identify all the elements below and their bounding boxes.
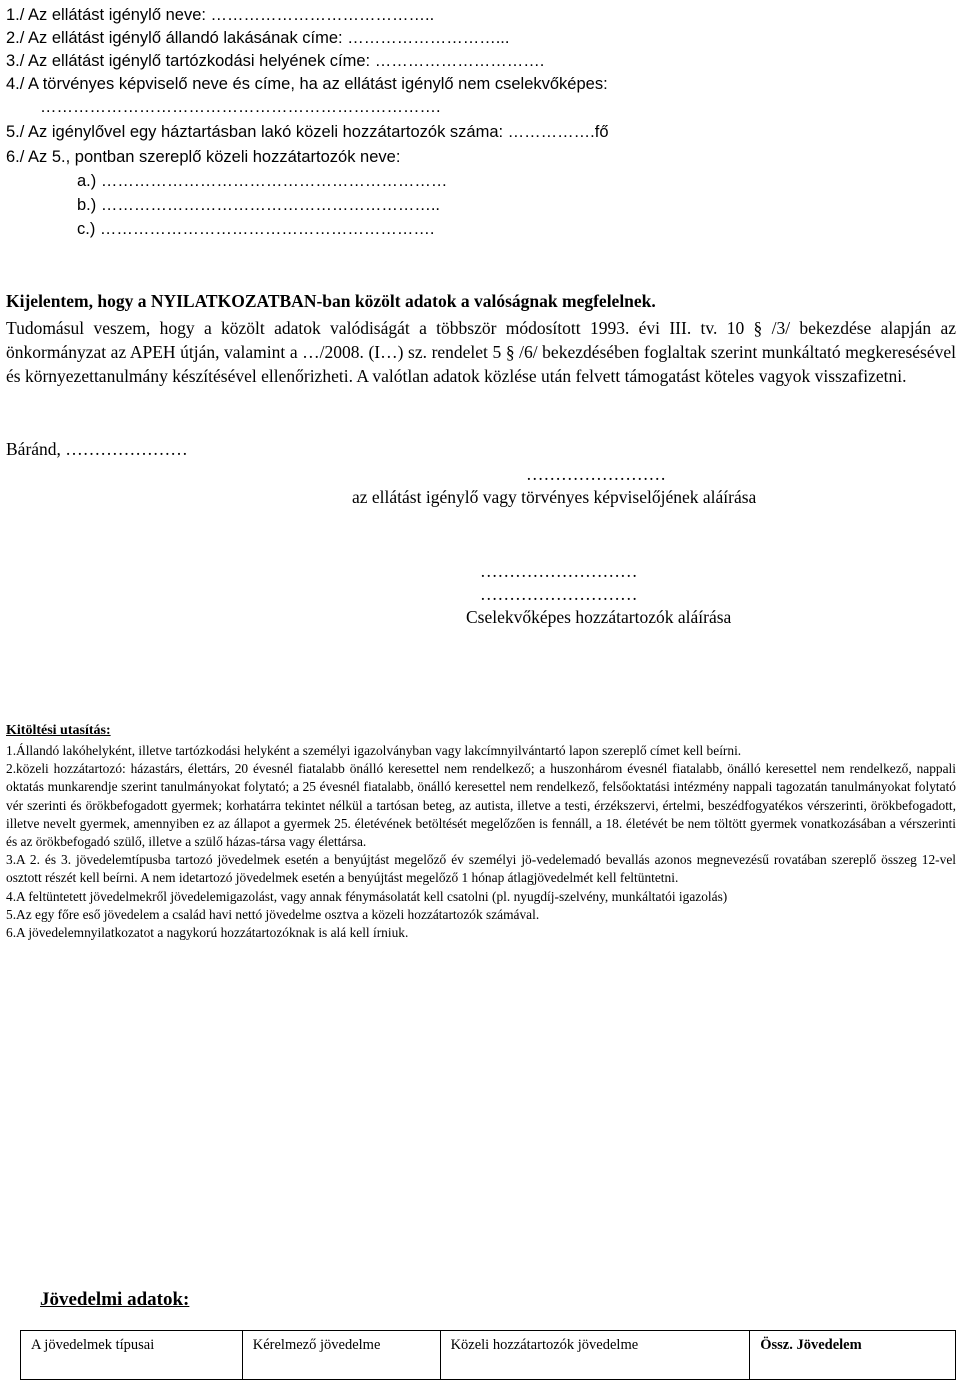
income-section-title: Jövedelmi adatok: bbox=[40, 1289, 190, 1310]
applicant-signature-line: …………………… bbox=[526, 464, 666, 484]
question-1: 1./ Az ellátást igénylő neve: ………………………………….. bbox=[6, 6, 435, 24]
instruction-item-4: 4.A feltüntetett jövedelmekről jövedelemigazolást, vagy annak fénymásolatát kell csatolni (pl. nyugdíj-szelvény, munkáltatói igazolás) bbox=[6, 888, 728, 904]
place-date: Báránd, ………………… bbox=[6, 439, 188, 459]
question-2: 2./ Az ellátást igénylő állandó lakásának címe: ………………………... bbox=[6, 29, 510, 47]
instruction-item-2: 2.közeli hozzátartozó: házastárs, élettárs, 20 évesnél fiatalabb önálló keresettel nem rendelkező; a huszonhárom évesnél fiatalabb, önálló keresettel nem rendelkező, nappali oktatás munkarendje szerint tanulmányokat folytató; a 25 évesnél fiatalabb, önálló keresettel nem rendelkező, felsőoktatási intézmény nappali tagozatán tanulmányokat folytató vér szerinti és örökbefogadott gyermek; korhatárra tekintet nélkül a tartósan beteg, az autista, illetve a testi, érzékszervi, értelmi, beszédfogyatékos vérszerinti, örökbefogadott, illetve nevelt gyermek, amennyiben ez az állapot a gyermek 25. életévének betöltését megelőzően is fennáll, a 18. életévét be nem töltött gyermek vonatkozásában a vérszerinti és az örökbefogadó szülő, illetve a szülő házas-társa vagy élettársa. bbox=[6, 761, 956, 850]
relative-c: c.) ……………………………………………………. bbox=[77, 220, 435, 238]
relatives-signature-line-1: ……………………… bbox=[480, 561, 638, 581]
question-6: 6./ Az 5., pontban szereplő közeli hozzátartozók neve: bbox=[6, 148, 401, 166]
header-income-types: A jövedelmek típusai bbox=[21, 1331, 243, 1380]
relative-b: b.) …………………………………………………….. bbox=[77, 196, 441, 214]
relatives-signature-line-2: ……………………… bbox=[480, 584, 638, 604]
relatives-signature-label: Cselekvőképes hozzátartozók aláírása bbox=[466, 607, 732, 627]
header-total-income: Össz. Jövedelem bbox=[750, 1331, 956, 1380]
instructions-list bbox=[6, 742, 956, 942]
declaration-text: Tudomásul veszem, hogy a közölt adatok valódiságát a többször módosított 1993. évi III. tv. 10 § /3/ bekezdése alapján az önkormányzat az APEH útján, valamint a …/2008. (I…) sz. rendelet 5 § /6/ bekezdésében foglaltak szerint munkáltató megkeresésével és környezettanulmány készítésével ellenőrizheti. A valótlan adatok közlése után felvett támogatást köteles vagyok visszafizetni. bbox=[6, 318, 956, 386]
relative-a: a.) ……………………………………………………… bbox=[77, 172, 448, 190]
question-4-dots: ………………………………………………………………. bbox=[40, 98, 441, 116]
instructions-title: Kitöltési utasítás: bbox=[6, 723, 111, 738]
applicant-signature-label: az ellátást igénylő vagy törvényes képviselőjének aláírása bbox=[352, 487, 757, 507]
instruction-item-1: 1.Állandó lakóhelyként, illetve tartózkodási helyként a személyi igazolványban vagy lakcímnyilvántartó lapon szereplő címet kell beírni. bbox=[6, 743, 742, 758]
question-3: 3./ Az ellátást igénylő tartózkodási helyének címe: …………………………. bbox=[6, 52, 545, 70]
question-5: 5./ Az igénylővel egy háztartásban lakó közeli hozzátartozók száma: …………….fő bbox=[6, 123, 609, 141]
header-applicant-income: Kérelmező jövedelme bbox=[242, 1331, 440, 1380]
instruction-item-3: 3.A 2. és 3. jövedelemtípusba tartozó jövedelmek esetén a benyújtást megelőző év személyi jö-vedelemadó bevallás azonos megnevezésű rovatában szereplő összeg 12-vel osztott részét kell beírni. A nem idetartozó jövedelmek esetén a benyújtást megelőző 1 hónap átlagjövedelmét kell feltüntetni. bbox=[6, 852, 956, 886]
instruction-item-6: 6.A jövedelemnyilatkozatot a nagykorú hozzátartozóknak is alá kell írniuk. bbox=[6, 925, 409, 941]
header-relatives-income: Közeli hozzátartozók jövedelme bbox=[440, 1331, 750, 1380]
income-table bbox=[20, 1330, 956, 1380]
declaration-statement: Kijelentem, hogy a NYILATKOZATBAN-ban közölt adatok a valóságnak megfelelnek. bbox=[6, 291, 656, 311]
table-header-row bbox=[21, 1331, 956, 1380]
question-4: 4./ A törvényes képviselő neve és címe, ha az ellátást igénylő nem cselekvőképes: bbox=[6, 75, 608, 93]
instruction-item-5: 5.Az egy főre eső jövedelem a család havi nettó jövedelme osztva a közeli hozzátartozók számával. bbox=[6, 906, 540, 922]
